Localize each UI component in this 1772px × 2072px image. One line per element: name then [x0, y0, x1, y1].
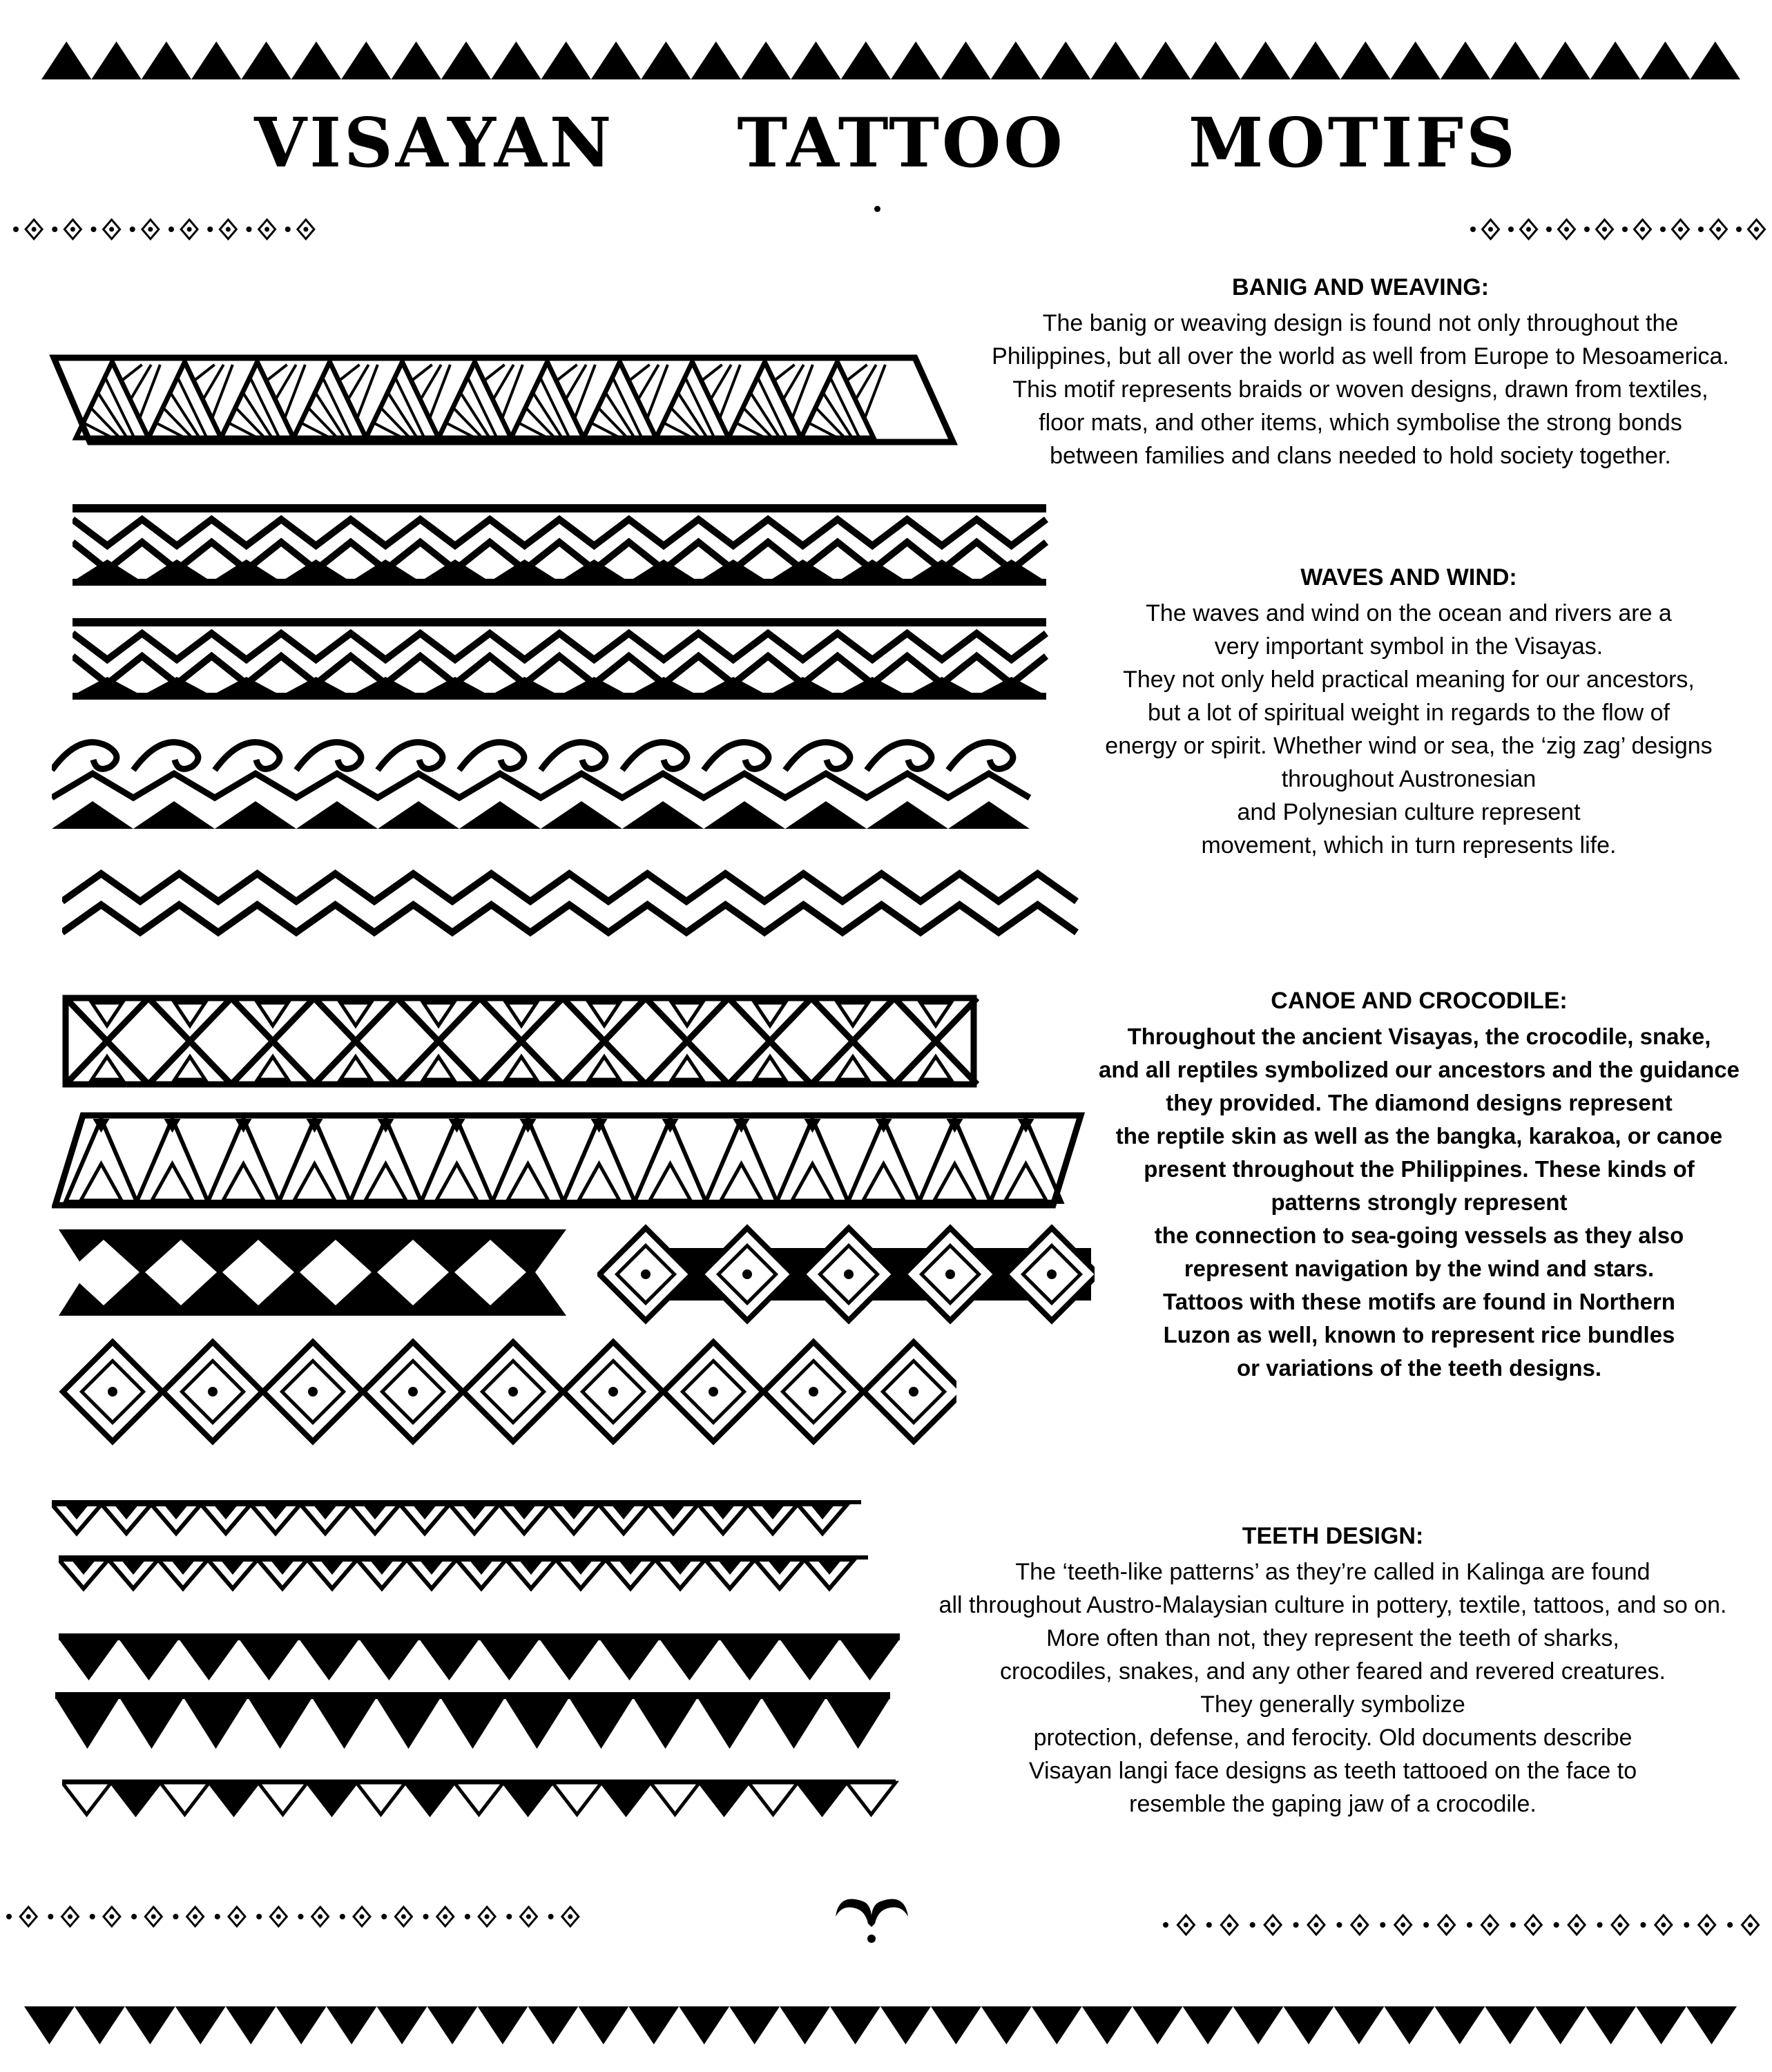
- sawtooth-border-icon: [24, 2006, 1737, 2044]
- canoe-x-band: [62, 995, 981, 1091]
- teeth-solid-band-2: [55, 1692, 918, 1754]
- title-word-visayan: VISAYAN: [254, 104, 615, 183]
- waves-body: The waves and wind on the ocean and rivers are a very important symbol in the Visayas. They not only held practical meaning for our ancestors, but a lot of spiritual weight in regards to the flow of energy or spirit. Whether wind or sea, the ‘zig zag’ designs throughout Austronesian and Polynesian culture represent movement, which in turn represents life.: [1105, 600, 1713, 858]
- canoe-body: Throughout the ancient Visayas, the crocodile, snake, and all reptiles symbolized our ancestors and the guidance they provided. The diamond designs represent the reptile skin as well as the bangka, karakoa, or canoe present throughout the Philippines. These kinds of patterns strongly represent the connection to sea-going vessels as they also represent navigation by the wind and stars. Tattoos with these motifs are found in Northern Luzon as well, known to represent rice bundles or variations of the teeth designs.: [1099, 1024, 1740, 1381]
- crocodile-diamond-band: [59, 1229, 570, 1316]
- banig-weaving-band: [48, 352, 960, 449]
- title-word-tattoo: TATTOO: [737, 104, 1066, 183]
- canoe-section: [1077, 984, 1761, 1385]
- waves-section: [1057, 561, 1761, 862]
- title-word-motifs: MOTIFS: [1188, 104, 1518, 183]
- waves-band-1: [73, 504, 1053, 587]
- divider-top-right: [1467, 215, 1771, 243]
- teeth-solid-band-1: [59, 1633, 922, 1685]
- canoe-heading: CANOE AND CROCODILE:: [1271, 988, 1568, 1014]
- teeth-mixed-band: [62, 1778, 925, 1820]
- waves-heading: WAVES AND WIND:: [1300, 564, 1517, 591]
- page-title: [0, 104, 1772, 183]
- banig-heading: BANIG AND WEAVING:: [1231, 274, 1490, 300]
- bottom-sawtooth-border: [24, 2006, 1737, 2048]
- top-sawtooth-border: [41, 41, 1740, 83]
- sawtooth-border-icon: [41, 41, 1740, 79]
- waves-band-spiral: [52, 732, 1046, 836]
- title-dot: [874, 206, 880, 212]
- banig-section: [960, 271, 1761, 472]
- waves-band-zigzag: [62, 867, 1098, 957]
- crocodile-dotted-diamond-band-2: [59, 1336, 956, 1447]
- teeth-body: The ‘teeth-like patterns’ as they’re called in Kalinga are found all throughout Austro-Malaysian culture in pottery, textile, tattoos, and so on. More often than not, they represent the teeth of sharks, crocodiles, snakes, and any other feared and revered creatures. They generally symbolize protection, defense, and ferocity. Old documents describe Visayan langi face designs as teeth tattooed on the face to resemble the gaping jaw of a crocodile.: [938, 1559, 1727, 1817]
- waves-band-2: [73, 618, 1053, 708]
- crocodile-dotted-diamond-band: [597, 1222, 1095, 1326]
- canoe-triangle-band: [52, 1112, 1088, 1209]
- teeth-outline-band-1: [52, 1499, 880, 1540]
- divider-top-left: [10, 215, 321, 243]
- divider-bottom-left: [3, 1903, 587, 1930]
- frigate-bird-icon: [832, 1889, 912, 1948]
- teeth-outline-band-2: [59, 1554, 887, 1599]
- teeth-heading: TEETH DESIGN:: [1242, 1523, 1424, 1549]
- divider-bottom-right: [1160, 1911, 1768, 1939]
- banig-body: The banig or weaving design is found not only throughout the Philippines, but all over the world as well from Europe to Mesoamerica. This motif represents braids or woven designs, drawn from textiles, floor mats, and other items, which symbolise the strong bonds between families and clans needed to hold society together.: [992, 310, 1729, 469]
- teeth-section: [898, 1519, 1768, 1821]
